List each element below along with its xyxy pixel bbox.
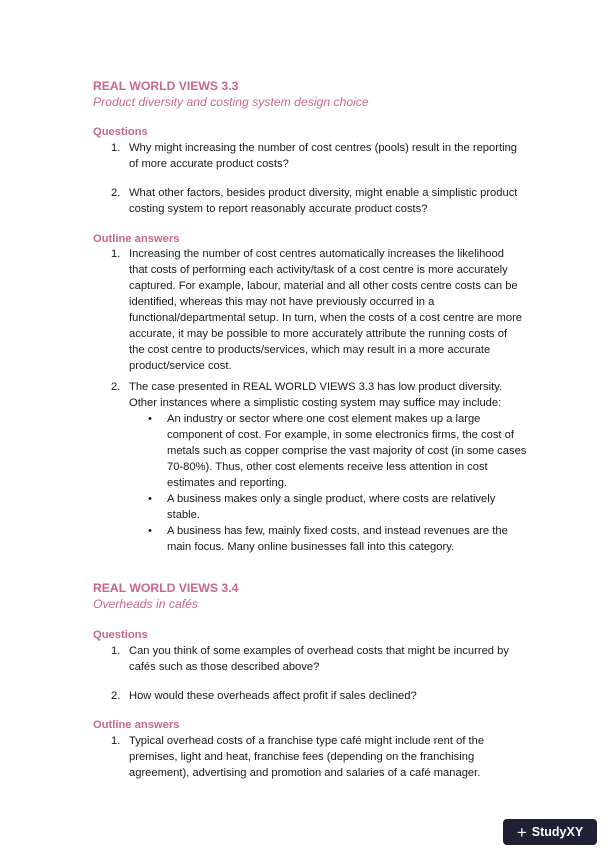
bullet-text: An industry or sector where one cost element makes up a large component of cost. For example, in some electronics firms, the cost of metals such as copper comprise the vast majority of cost (in some cases 70-80%). Thus, other cost elements receive less attention in cost estimates and reporting. [167, 413, 527, 489]
bullet-glyph: • [148, 493, 152, 505]
section-subtitle: Overheads in cafés [93, 597, 199, 611]
bullet-glyph: • [148, 413, 152, 425]
studyxy-logo[interactable] [503, 819, 597, 845]
question-text: Can you think of some examples of overhead costs that might be incurred by cafés such as those described above? [129, 645, 509, 673]
answer-text: Increasing the number of cost centres automatically increases the likelihood that costs of performing each activity/task of a cost centre is more accurately captured. For example, labour, material and all other costs centre costs can be identified, whereas this may not have previously occurred in a functional/departmental setup. In turn, when the costs of a cost centre are more accurate, it may be possible to more accurately attribute the running costs of the cost centre to products/services, which may result in a more accurate product/service cost. [129, 248, 523, 372]
logo-text: StudyXY [531, 825, 584, 839]
bullet-text: A business makes only a single product, where costs are relatively stable. [167, 493, 496, 521]
answer-text: The case presented in REAL WORLD VIEWS 3.3 has low product diversity. Other instances where a simplistic costing system may suffice may include: [129, 381, 503, 409]
item-number: 1. [111, 645, 121, 657]
question-item [111, 140, 523, 172]
answer-item [111, 733, 523, 781]
answers-label: Outline answers [93, 719, 180, 731]
answer-text: Typical overhead costs of a franchise type café might include rent of the premises, light and heat, franchise fees (depending on the franchising agreement), advertising and promotion and salaries of a café manager. [129, 735, 485, 779]
answers-label: Outline answers [93, 233, 180, 245]
section-subtitle: Product diversity and costing system design choice [93, 95, 369, 109]
item-number: 2. [111, 690, 121, 702]
question-item [111, 688, 523, 704]
item-number: 1. [111, 248, 121, 260]
answer-item [111, 246, 523, 374]
section-title: REAL WORLD VIEWS 3.4 [93, 581, 239, 595]
bullet-item [147, 411, 527, 491]
bullet-text: A business has few, mainly fixed costs, and instead revenues are the main focus. Many online businesses fall into this category. [167, 525, 508, 553]
item-number: 1. [111, 735, 121, 747]
item-number: 1. [111, 142, 121, 154]
questions-label: Questions [93, 126, 148, 138]
questions-label: Questions [93, 629, 148, 641]
plus-icon: + [516, 822, 527, 842]
bullet-item [147, 523, 527, 555]
question-text: What other factors, besides product diversity, might enable a simplistic product costing system to report reasonably accurate product costs? [129, 187, 518, 215]
item-number: 2. [111, 187, 121, 199]
section-title: REAL WORLD VIEWS 3.3 [93, 79, 239, 93]
question-item [111, 185, 523, 217]
answer-item [111, 379, 523, 411]
bullet-item [147, 491, 527, 523]
item-number: 2. [111, 381, 121, 393]
bullet-glyph: • [148, 525, 152, 537]
question-text: How would these overheads affect profit if sales declined? [129, 690, 417, 702]
question-text: Why might increasing the number of cost centres (pools) result in the reporting of more accurate product costs? [129, 142, 518, 170]
bullet-list [147, 411, 527, 555]
question-item [111, 643, 523, 675]
